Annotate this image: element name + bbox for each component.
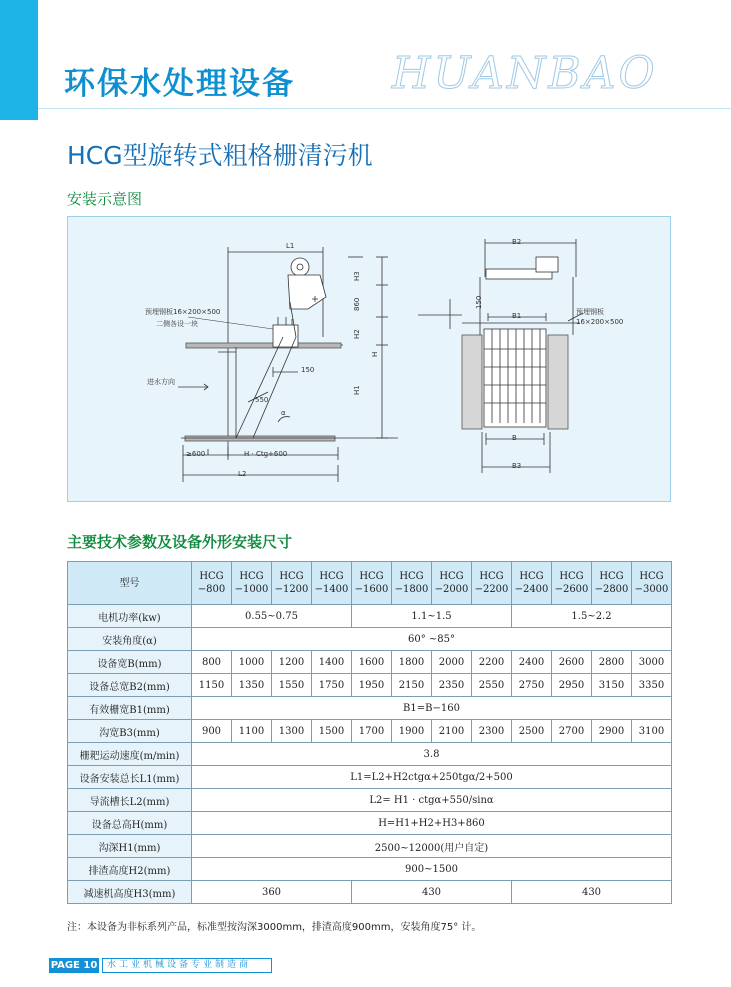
table-cell: 430 bbox=[352, 881, 512, 904]
label-860: 860 bbox=[353, 297, 361, 311]
table-cell: 1200 bbox=[272, 651, 312, 674]
table-cell: 1300 bbox=[272, 720, 312, 743]
page-number-badge: PAGE 10 bbox=[50, 960, 98, 971]
table-cell: 2900 bbox=[592, 720, 632, 743]
table-row bbox=[68, 766, 672, 789]
table-cell: 2300 bbox=[472, 720, 512, 743]
label-H2: H2 bbox=[353, 329, 361, 339]
label-H: H bbox=[371, 351, 379, 357]
table-cell: 1.5~2.2 bbox=[512, 605, 672, 628]
header-model-label: 型号 bbox=[68, 562, 192, 605]
header-model-cell: HCG −1000 bbox=[232, 562, 272, 605]
table-cell: 1800 bbox=[392, 651, 432, 674]
table-cell: 1950 bbox=[352, 674, 392, 697]
label-plate-left-1: 预埋钢板16×200×500 bbox=[145, 308, 221, 316]
table-cell: 1700 bbox=[352, 720, 392, 743]
header-model-cell: HCG −1400 bbox=[312, 562, 352, 605]
header-model-cell: HCG −3000 bbox=[632, 562, 672, 605]
table-cell: L2= H1 · ctgα+550/sinα bbox=[192, 789, 672, 812]
header-model-cell: HCG −2000 bbox=[432, 562, 472, 605]
table-cell: 430 bbox=[512, 881, 672, 904]
label-flow-direction: 进水方向 bbox=[147, 378, 175, 386]
row-label: 设备宽B(mm) bbox=[68, 651, 192, 674]
label-550: 550 bbox=[255, 396, 269, 404]
label-plate-left-2: 二侧各设一块 bbox=[156, 320, 198, 328]
table-row bbox=[68, 674, 672, 697]
table-row bbox=[68, 835, 672, 858]
install-diagram-drawing bbox=[68, 217, 672, 503]
header-model-cell: HCG −2400 bbox=[512, 562, 552, 605]
table-cell: 1500 bbox=[312, 720, 352, 743]
table-cell: 1750 bbox=[312, 674, 352, 697]
table-cell: 2500 bbox=[512, 720, 552, 743]
table-cell: 1550 bbox=[272, 674, 312, 697]
table-cell: 1000 bbox=[232, 651, 272, 674]
label-plate-right-2: 16×200×500 bbox=[576, 318, 624, 326]
install-diagram-title: 安装示意图 bbox=[67, 190, 143, 208]
install-diagram bbox=[67, 216, 671, 502]
table-cell: 1150 bbox=[192, 674, 232, 697]
row-label: 设备安装总长L1(mm) bbox=[68, 766, 192, 789]
product-title: HCG型旋转式粗格栅清污机 bbox=[67, 141, 373, 170]
table-cell: 800 bbox=[192, 651, 232, 674]
table-cell: 1.1~1.5 bbox=[352, 605, 512, 628]
table-cell: 2750 bbox=[512, 674, 552, 697]
label-150-right: 150 bbox=[475, 295, 483, 309]
header-watermark: HUANBAO bbox=[392, 48, 658, 99]
table-cell: 1900 bbox=[392, 720, 432, 743]
table-row bbox=[68, 858, 672, 881]
table-cell: 2800 bbox=[592, 651, 632, 674]
table-cell: 3150 bbox=[592, 674, 632, 697]
header-model-cell: HCG −2800 bbox=[592, 562, 632, 605]
header-model-cell: HCG −800 bbox=[192, 562, 232, 605]
table-row bbox=[68, 743, 672, 766]
row-label: 设备总宽B2(mm) bbox=[68, 674, 192, 697]
table-cell: L1=L2+H2ctgα+250tgα/2+500 bbox=[192, 766, 672, 789]
table-cell: 2550 bbox=[472, 674, 512, 697]
row-label: 排渣高度H2(mm) bbox=[68, 858, 192, 881]
table-cell: 3.8 bbox=[192, 743, 672, 766]
header-model-cell: HCG −2200 bbox=[472, 562, 512, 605]
header-divider bbox=[38, 108, 731, 109]
label-B2: B2 bbox=[512, 238, 522, 246]
table-cell: 360 bbox=[192, 881, 352, 904]
label-150: 150 bbox=[301, 366, 315, 374]
label-L1: L1 bbox=[286, 242, 295, 250]
table-cell: 2950 bbox=[552, 674, 592, 697]
table-row bbox=[68, 605, 672, 628]
row-label: 减速机高度H3(mm) bbox=[68, 881, 192, 904]
table-row bbox=[68, 697, 672, 720]
table-row bbox=[68, 651, 672, 674]
table-cell: 60° ~85° bbox=[192, 628, 672, 651]
header-model-cell: HCG −1800 bbox=[392, 562, 432, 605]
table-cell: 2150 bbox=[392, 674, 432, 697]
header-model-cell: HCG −2600 bbox=[552, 562, 592, 605]
row-label: 导流槽长L2(mm) bbox=[68, 789, 192, 812]
table-cell: 1100 bbox=[232, 720, 272, 743]
table-cell: 2350 bbox=[432, 674, 472, 697]
row-label: 有效栅宽B1(mm) bbox=[68, 697, 192, 720]
table-cell: 1350 bbox=[232, 674, 272, 697]
table-row bbox=[68, 812, 672, 835]
table-cell: 2700 bbox=[552, 720, 592, 743]
label-H1: H1 bbox=[353, 385, 361, 395]
label-H3: H3 bbox=[353, 271, 361, 281]
table-row bbox=[68, 881, 672, 904]
row-label: 安装角度(α) bbox=[68, 628, 192, 651]
row-label: 栅耙运动速度(m/min) bbox=[68, 743, 192, 766]
header-title: 环保水处理设备 bbox=[64, 66, 295, 102]
table-cell: 1600 bbox=[352, 651, 392, 674]
spec-table bbox=[67, 561, 672, 904]
table-cell: B1=B−160 bbox=[192, 697, 672, 720]
footer-slogan: 水工业机械设备专业制造商 bbox=[102, 958, 272, 973]
table-cell: 2400 bbox=[512, 651, 552, 674]
label-hctg: H · Ctg+600 bbox=[244, 450, 288, 458]
table-cell: 0.55~0.75 bbox=[192, 605, 352, 628]
table-cell: 3100 bbox=[632, 720, 672, 743]
table-cell: 1400 bbox=[312, 651, 352, 674]
table-row bbox=[68, 720, 672, 743]
table-cell: 2600 bbox=[552, 651, 592, 674]
table-cell: 2100 bbox=[432, 720, 472, 743]
table-header-row bbox=[68, 562, 672, 605]
table-cell: 3350 bbox=[632, 674, 672, 697]
label-B: B bbox=[512, 434, 517, 442]
side-accent-bar bbox=[0, 0, 38, 120]
row-label: 电机功率(kw) bbox=[68, 605, 192, 628]
label-alpha: α bbox=[281, 409, 286, 417]
row-label: 沟宽B3(mm) bbox=[68, 720, 192, 743]
header-model-cell: HCG −1600 bbox=[352, 562, 392, 605]
label-L2: L2 bbox=[238, 470, 247, 478]
label-B1: B1 bbox=[512, 312, 522, 320]
row-label: 设备总高H(mm) bbox=[68, 812, 192, 835]
table-row bbox=[68, 628, 672, 651]
table-cell: 900 bbox=[192, 720, 232, 743]
table-cell: 900~1500 bbox=[192, 858, 672, 881]
label-600: ≥600 bbox=[186, 450, 206, 458]
table-row bbox=[68, 789, 672, 812]
table-cell: 2200 bbox=[472, 651, 512, 674]
spec-table-title: 主要技术参数及设备外形安装尺寸 bbox=[67, 533, 293, 551]
table-cell: 2000 bbox=[432, 651, 472, 674]
table-cell: H=H1+H2+H3+860 bbox=[192, 812, 672, 835]
table-cell: 2500~12000(用户自定) bbox=[192, 835, 672, 858]
table-cell: 3000 bbox=[632, 651, 672, 674]
header-model-cell: HCG −1200 bbox=[272, 562, 312, 605]
label-B3: B3 bbox=[512, 462, 522, 470]
footnote: 注：本设备为非标系列产品，标准型按沟深3000mm，排渣高度900mm，安装角度75° 计。 bbox=[67, 922, 482, 933]
label-plate-right-1: 预埋钢板 bbox=[576, 308, 604, 316]
row-label: 沟深H1(mm) bbox=[68, 835, 192, 858]
